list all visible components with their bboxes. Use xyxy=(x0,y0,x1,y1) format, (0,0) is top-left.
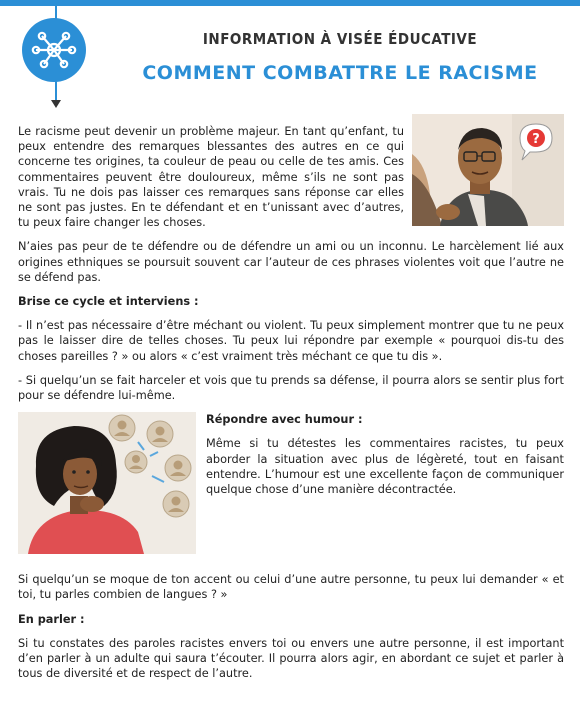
illustration-man-speech-bubble xyxy=(412,114,564,226)
paragraph-accent: Si quelqu’un se moque de ton accent ou celui d’une autre personne, tu peux lui demander « et toi, tu parles combien de langues ? » xyxy=(18,573,564,602)
paragraph-feel-stronger: - Si quelqu’un se fait harceler et vois que tu prends sa défense, il pourra alors se sentir plus fort pour se défendre lui-même. xyxy=(18,373,564,403)
svg-text:?: ? xyxy=(532,132,540,147)
paragraph-not-mean: - Il n’est pas nécessaire d’être méchant ou violent. Tu peux simplement montrer que tu ne peux pas le laisser dire de telles choses. Tu peux lui répondre par exemple « pourquoi dis-tu des choses pareilles ? » ou alors « c’est vraiment très méchant ce que tu dis ». xyxy=(18,319,564,363)
page-title: COMMENT COMBATTRE LE RACISME xyxy=(142,62,538,84)
paragraph-talk: Si tu constates des paroles racistes envers toi ou envers une autre personne, il est important d’en parler à un adulte qui saura t’écouter. Il pourra alors agir, en abordant ce sujet et parler à tous de diversité et de respect de l’autre. xyxy=(18,636,564,681)
illustration-woman-thinking xyxy=(18,412,196,554)
network-hub-icon xyxy=(22,18,86,82)
logo xyxy=(18,6,94,110)
paragraph-humour: Même si tu détestes les commentaires racistes, tu peux aborder la situation avec plus de légèreté, tout en faisant entendre. L’humour est une excellente façon de communiquer quelque chose d’une manière décontractée. xyxy=(206,437,564,497)
heading-talk: En parler : xyxy=(18,612,85,626)
heading-break-cycle: Brise ce cycle et interviens : xyxy=(18,295,199,309)
arrow-down-icon xyxy=(51,100,61,108)
article-body xyxy=(18,124,564,690)
paragraph-defend: N’aies pas peur de te défendre ou de défendre un ami ou un inconnu. Le harcèlement lié aux origines ethniques se poursuit souvent car l’auteur de ces phrases violentes voit que l’autre ne se défend pas. xyxy=(18,240,564,284)
paragraph-intro: Le racisme peut devenir un problème majeur. En tant qu’enfant, tu peux entendre des remarques blessantes des autres en ce qui concerne tes origines, ta couleur de peau ou celle de tes amis. Ces commentaires peuvent être douloureux, même s’ils ne sont pas vrais. Tu ne dois pas laisser ces remarques sans réponse car elles ne sont pas justes. En te défendant et en t’unissant avec d’autres, tu peux faire changer les choses. xyxy=(18,125,404,230)
heading-humour: Répondre avec humour : xyxy=(206,413,363,427)
page-subtitle: INFORMATION À VISÉE ÉDUCATIVE xyxy=(202,30,478,48)
